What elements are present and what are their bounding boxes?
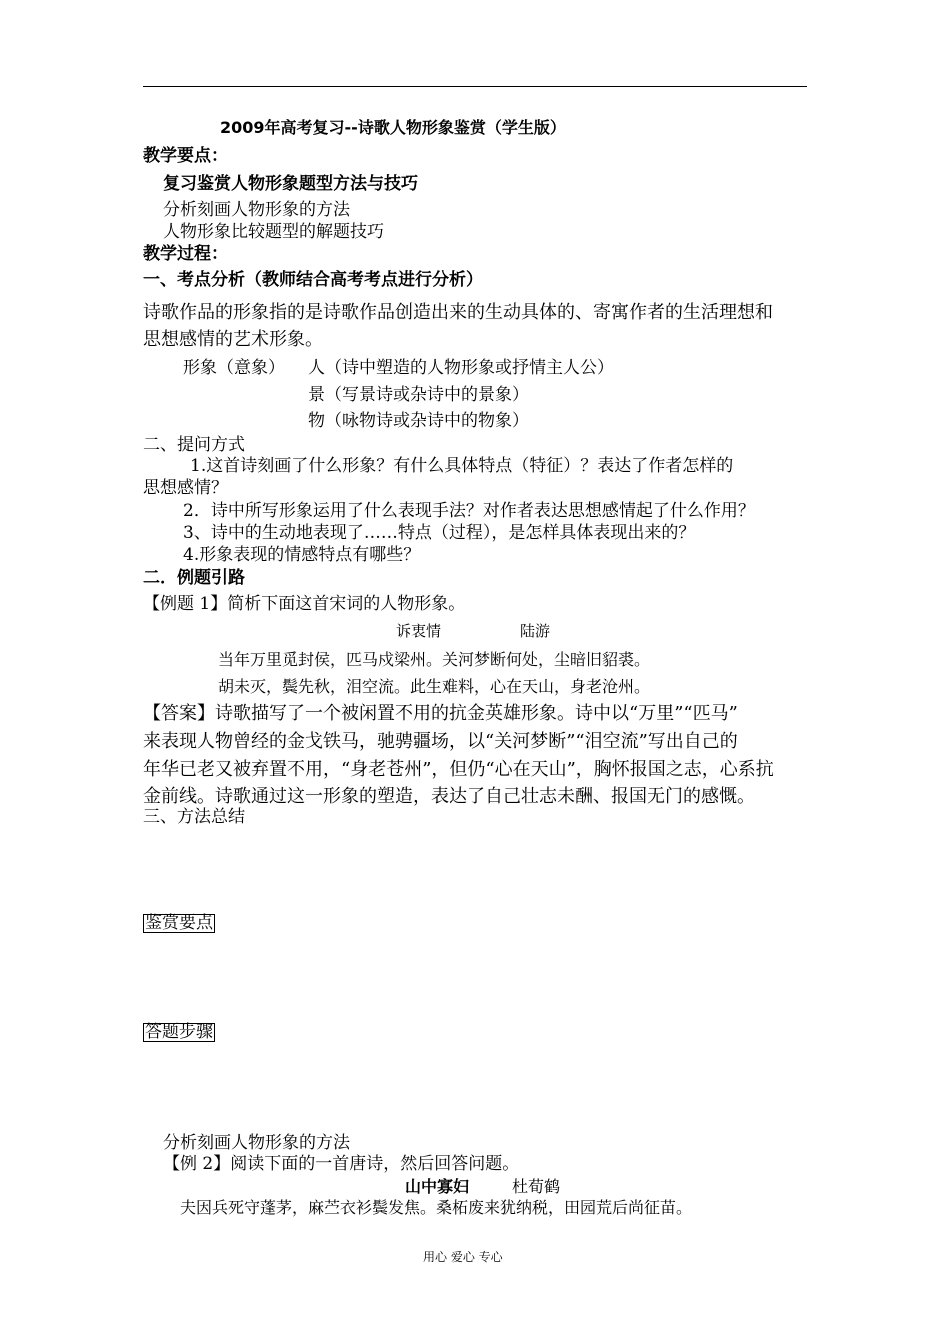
section1-para-line: 诗歌作品的形象指的是诗歌作品创造出来的生动具体的、寄寓作者的生活理想和: [143, 302, 773, 323]
header-rule: [143, 86, 807, 87]
appreciation-points-box: 鉴赏要点: [145, 913, 213, 933]
question-line: 1.这首诗刻画了什么形象？有什么具体特点（特征）？表达了作者怎样的: [190, 456, 734, 476]
example1-answer-line: 来表现人物曾经的金戈铁马，驰骋疆场，以“关河梦断”“泪空流”写出自己的: [143, 731, 738, 752]
example1-poem-author: 陆游: [520, 622, 551, 640]
image-type-object: 物（咏物诗或杂诗中的物象）: [308, 411, 529, 431]
example1-answer-line: 【答案】诗歌描写了一个被闲置不用的抗金英雄形象。诗中以“万里”“匹马”: [143, 703, 738, 724]
question-line: 思想感情？: [143, 478, 228, 498]
example2-poem-line: 夫因兵死守蓬茅，麻苎衣衫鬓发焦。桑柘废来犹纳税，田园荒后尚征苗。: [180, 1198, 693, 1217]
question-line: 3、诗中的生动地表现了……特点（过程），是怎样具体表现出来的？: [183, 523, 696, 543]
section4-heading: 三、方法总结: [143, 807, 245, 827]
section3-heading: 二．例题引路: [143, 568, 245, 588]
example1-answer-line: 年华已老又被弃置不用，“身老苍州”，但仍“心在天山”，胸怀报国之志，心系抗: [143, 759, 774, 780]
section1-heading: 一、考点分析（教师结合高考考点进行分析）: [143, 270, 483, 290]
section2-heading: 二、提问方式: [143, 435, 245, 455]
page-footer: 用心 爱心 专心: [423, 1250, 503, 1264]
teaching-points-heading: 教学要点：: [143, 146, 228, 166]
example1-poem-title: 诉衷情: [396, 622, 442, 640]
example2-prompt: 【例 2】阅读下面的一首唐诗，然后回答问题。: [163, 1154, 520, 1174]
image-type-person: 人（诗中塑造的人物形象或抒情主人公）: [308, 358, 614, 378]
image-types-label: 形象（意象）: [183, 358, 285, 378]
example1-answer-line: 金前线。诗歌通过这一形象的塑造，表达了自己壮志未酬、报国无门的感慨。: [143, 786, 755, 807]
doc-title: 2009年高考复习--诗歌人物形象鉴赏（学生版）: [220, 118, 566, 137]
image-type-scene: 景（写景诗或杂诗中的景象）: [308, 385, 529, 405]
example2-poem-author: 杜荀鹤: [512, 1177, 561, 1196]
example1-poem-line: 胡未灭，鬓先秋，泪空流。此生难料，心在天山，身老沧州。: [218, 677, 651, 696]
process-heading: 教学过程：: [143, 244, 228, 264]
teaching-point: 分析刻画人物形象的方法: [163, 200, 350, 220]
section1-para-line: 思想感情的艺术形象。: [143, 329, 323, 350]
example2-poem-title: 山中寡妇: [405, 1177, 470, 1196]
method-heading: 分析刻画人物形象的方法: [163, 1133, 350, 1153]
example1-poem-line: 当年万里觅封侯，匹马戍梁州。关河梦断何处，尘暗旧貂裘。: [218, 650, 651, 669]
answer-steps-box: 答题步骤: [145, 1022, 213, 1042]
question-line: 4.形象表现的情感特点有哪些？: [183, 545, 421, 565]
teaching-point: 人物形象比较题型的解题技巧: [163, 222, 384, 242]
example1-prompt: 【例题 1】简析下面这首宋词的人物形象。: [143, 594, 466, 614]
teaching-point: 复习鉴赏人物形象题型方法与技巧: [163, 174, 418, 194]
question-line: 2．诗中所写形象运用了什么表现手法？对作者表达思想感情起了什么作用？: [183, 501, 755, 521]
